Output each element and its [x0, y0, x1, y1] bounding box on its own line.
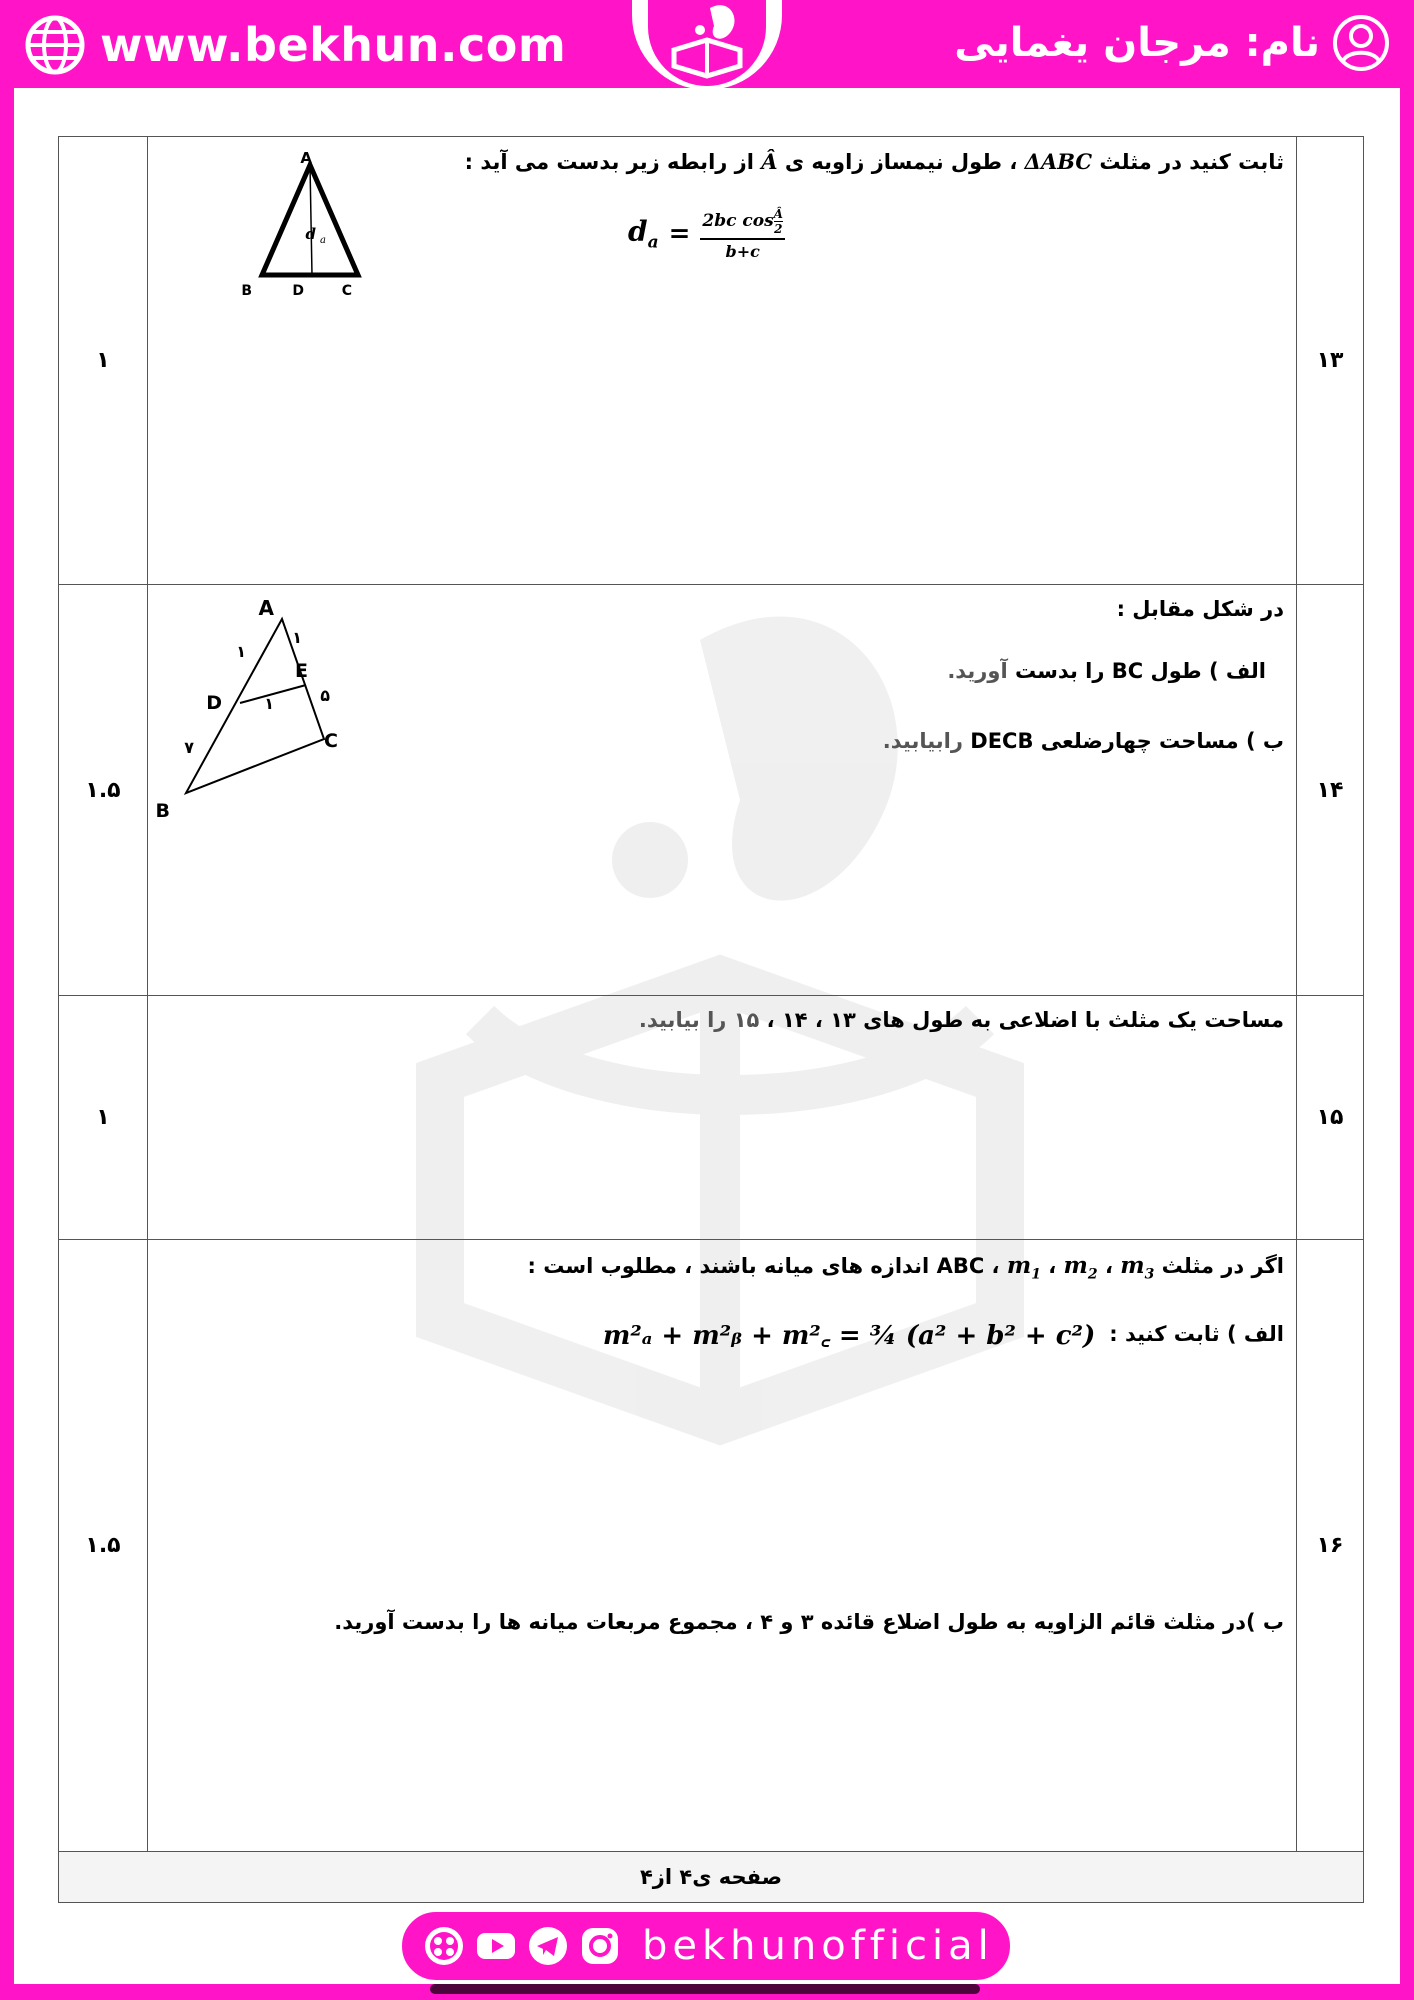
question-row-13: [59, 137, 1364, 585]
isosceles-triangle-figure: [228, 147, 378, 297]
part-a-text: الف ) طول BC را بدست آورید.: [947, 659, 1266, 683]
social-handle[interactable]: bekhunofficial: [642, 1923, 994, 1969]
website-link[interactable]: [24, 14, 566, 76]
question-row-15: [59, 996, 1364, 1240]
ec-length-label: ۵: [320, 686, 330, 705]
triangle-de-figure: [155, 595, 390, 825]
point-d-label: D: [206, 692, 222, 714]
question-number: ۱۶: [1297, 1240, 1364, 1852]
score-cell: ۱: [59, 137, 148, 585]
part-b-text: ب ) مساحت چهارضلعی DECB رابیابید.: [882, 729, 1284, 753]
youtube-icon[interactable]: [474, 1924, 518, 1968]
ae-length-label: ۱: [292, 628, 302, 647]
page-footer-row: [59, 1852, 1364, 1903]
website-text: www.bekhun.com: [100, 18, 567, 72]
social-bar-shadow: [430, 1984, 980, 1994]
aparat-icon[interactable]: [422, 1924, 466, 1968]
globe-icon: [24, 14, 86, 76]
student-name: [954, 14, 1390, 72]
user-icon: [1332, 14, 1390, 72]
vertex-b-label: B: [155, 800, 170, 822]
question-body: [148, 1240, 1297, 1852]
question-text: ثابت کنید در مثلث ΔABC ، طول نیمساز زاویه ی Â از رابطه زیر بدست می آید :: [464, 149, 1284, 174]
de-length-label: ۱: [264, 694, 274, 713]
instagram-icon[interactable]: [578, 1924, 622, 1968]
question-text: اگر در مثلث ABC ، $m_1$ ، $m_2$ ، $m_3$ اندازه های میانه باشند ، مطلوب است :: [527, 1252, 1284, 1283]
question-body: [148, 137, 1297, 585]
vertex-c-label: C: [341, 283, 352, 299]
question-number: ۱۴: [1297, 585, 1364, 996]
question-body: [148, 585, 1297, 996]
page-number: صفحه ی۴ از۴: [59, 1852, 1364, 1903]
bisector-formula: $d_a$ = 2bc cos $\frac{Â}{2}$ b+c: [628, 207, 783, 261]
vertex-c-label: C: [324, 730, 338, 752]
point-d-label: D: [292, 283, 304, 299]
vertex-a-label: A: [300, 149, 312, 167]
da-sub-label: a: [320, 235, 326, 246]
score-cell: ۱.۵: [59, 1240, 148, 1852]
score-cell: ۱: [59, 996, 148, 1240]
question-row-16: [59, 1240, 1364, 1852]
part-b-text: ب )در مثلث قائم الزاویه به طول اضلاع قائده ۳ و ۴ ، مجموع مربعات میانه ها را بدست آورید.: [334, 1610, 1284, 1634]
median-formula: m²ₐ + m²ᵦ + m²꜀ = ¾ (a² + b² + c²): [602, 1321, 1096, 1351]
db-length-label: ۷: [184, 738, 194, 757]
book-logo-icon: [648, 0, 766, 86]
question-number: ۱۳: [1297, 137, 1364, 585]
question-number: ۱۵: [1297, 996, 1364, 1240]
part-a-text: الف ) ثابت کنید : m²ₐ + m²ᵦ + m²꜀ = ¾ (a² + b² + c²): [603, 1316, 1284, 1352]
vertex-b-label: B: [241, 283, 252, 299]
student-name-text: نام: مرجان یغمایی: [954, 20, 1320, 66]
question-row-14: [59, 585, 1364, 996]
ad-length-label: ۱: [236, 642, 246, 661]
question-text: مساحت یک مثلث با اضلاعی به طول های ۱۳ ، ۱۴ ، ۱۵ را بیابید.: [638, 1008, 1284, 1032]
brand-logo: [632, 0, 782, 90]
page-header: [0, 0, 1414, 88]
point-e-label: E: [295, 660, 308, 682]
exam-table: [58, 136, 1364, 1903]
score-cell: ۱.۵: [59, 585, 148, 996]
question-body: [148, 996, 1297, 1240]
da-label: d: [305, 225, 316, 243]
telegram-icon[interactable]: [526, 1924, 570, 1968]
question-text: در شکل مقابل :: [1116, 597, 1284, 621]
vertex-a-label: A: [258, 596, 274, 620]
logo-badge: [648, 0, 766, 86]
social-bar: [398, 1908, 1014, 1984]
